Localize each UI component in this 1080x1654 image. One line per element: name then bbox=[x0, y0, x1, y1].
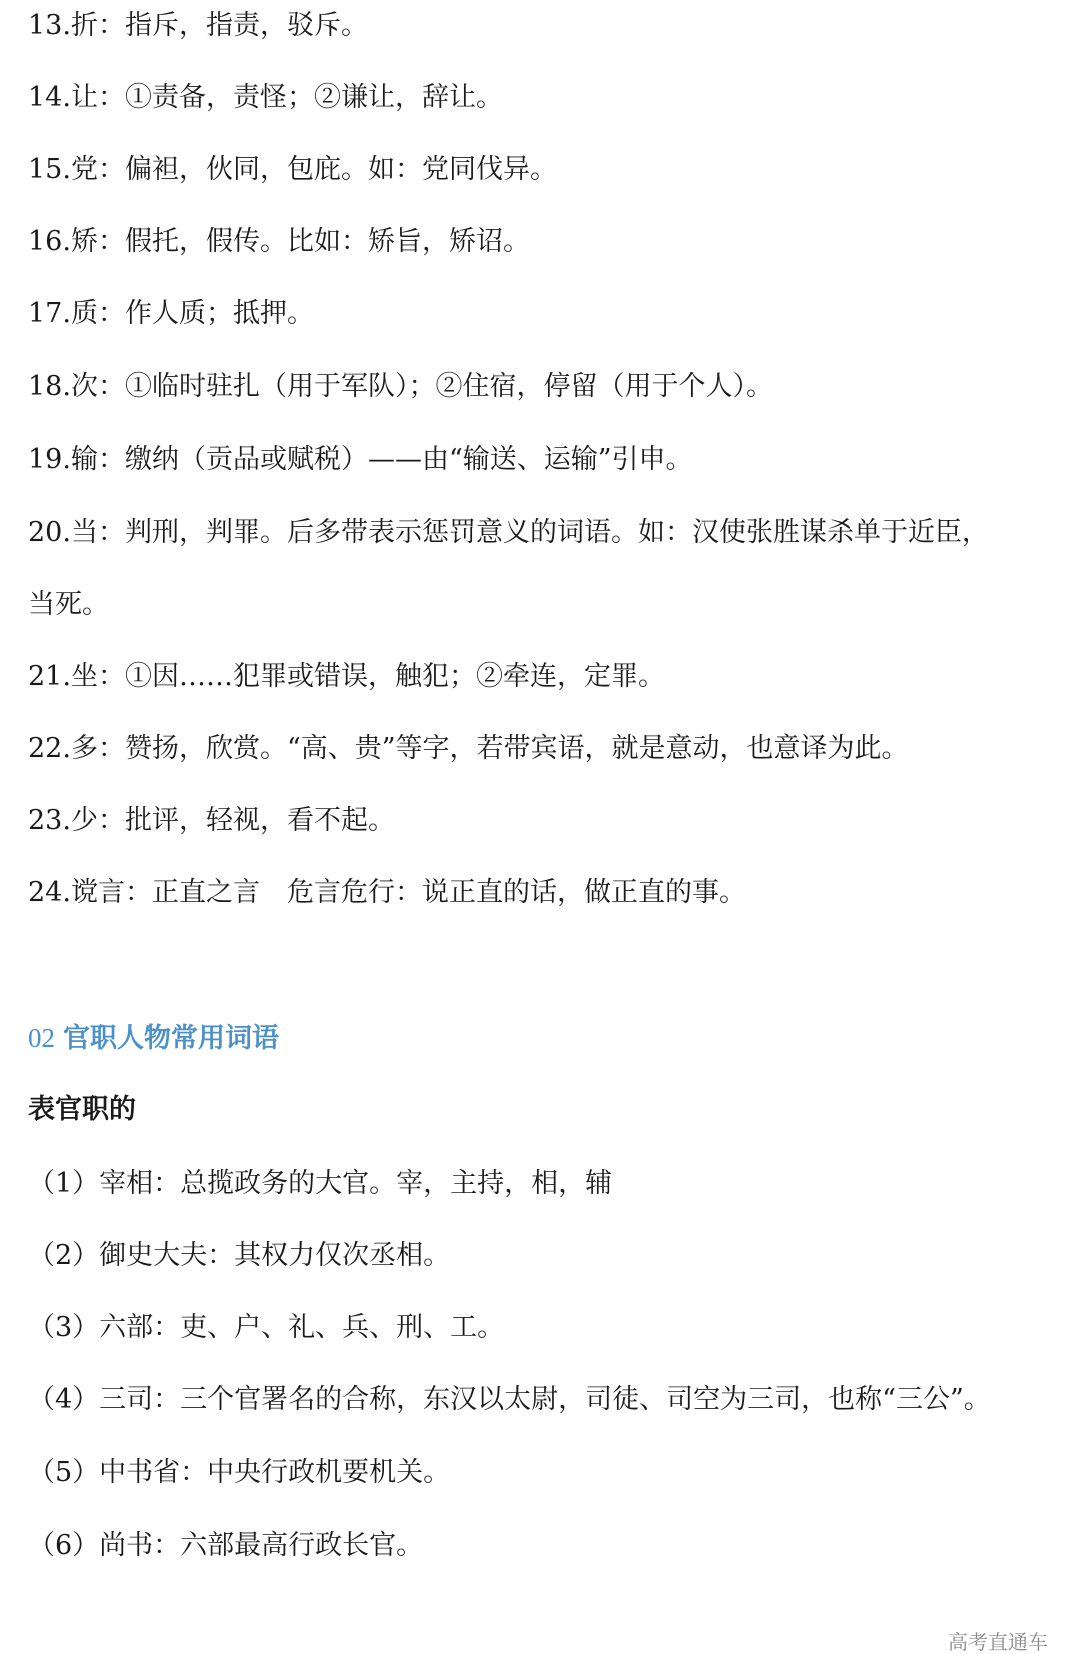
entry-13: 13.折：指斥，指责，驳斥。 bbox=[28, 10, 368, 41]
entry-20: 20.当：判刑，判罪。后多带表示惩罚意义的词语。如：汉使张胜谋杀单于近臣， bbox=[28, 517, 989, 548]
entry-22: 22.多：赞扬，欣赏。“高、贵”等字，若带宾语，就是意动，也意译为此。 bbox=[28, 733, 909, 764]
item-5: （5）中书省：中央行政机要机关。 bbox=[28, 1457, 451, 1488]
entry-15: 15.党：偏袒，伙同，包庇。如：党同伐异。 bbox=[28, 154, 557, 185]
entry-18: 18.次：①临时驻扎（用于军队）；②住宿，停留（用于个人）。 bbox=[28, 371, 773, 402]
entry-17: 17.质：作人质；抵押。 bbox=[28, 298, 314, 329]
entry-16: 16.矫：假托，假传。比如：矫旨，矫诏。 bbox=[28, 226, 530, 257]
entry-14: 14.让：①责备，责怪；②谦让，辞让。 bbox=[28, 82, 503, 113]
subheading-official-titles: 表官职的 bbox=[28, 1094, 136, 1125]
watermark-text: 高考直通车 bbox=[948, 1630, 1048, 1654]
item-1: （1）宰相：总揽政务的大官。宰，主持，相，辅 bbox=[28, 1168, 613, 1199]
item-4: （4）三司：三个官署名的合称，东汉以太尉，司徒、司空为三司，也称“三公”。 bbox=[28, 1384, 991, 1415]
section-heading bbox=[28, 1020, 279, 1057]
entry-23: 23.少：批评，轻视，看不起。 bbox=[28, 805, 395, 836]
section-number: 02 bbox=[28, 1023, 55, 1053]
item-2: （2）御史大夫：其权力仅次丞相。 bbox=[28, 1240, 451, 1271]
item-6: （6）尚书：六部最高行政长官。 bbox=[28, 1530, 424, 1561]
entry-20-continuation: 当死。 bbox=[28, 589, 109, 620]
entry-19: 19.输：缴纳（贡品或赋税）——由“输送、运输”引申。 bbox=[28, 444, 693, 475]
item-3: （3）六部：吏、户、礼、兵、刑、工。 bbox=[28, 1312, 505, 1343]
entry-21: 21.坐：①因……犯罪或错误，触犯；②牵连，定罪。 bbox=[28, 661, 665, 692]
section-title: 官职人物常用词语 bbox=[63, 1023, 279, 1054]
entry-24: 24.谠言：正直之言 危言危行：说正直的话，做正直的事。 bbox=[28, 877, 746, 908]
